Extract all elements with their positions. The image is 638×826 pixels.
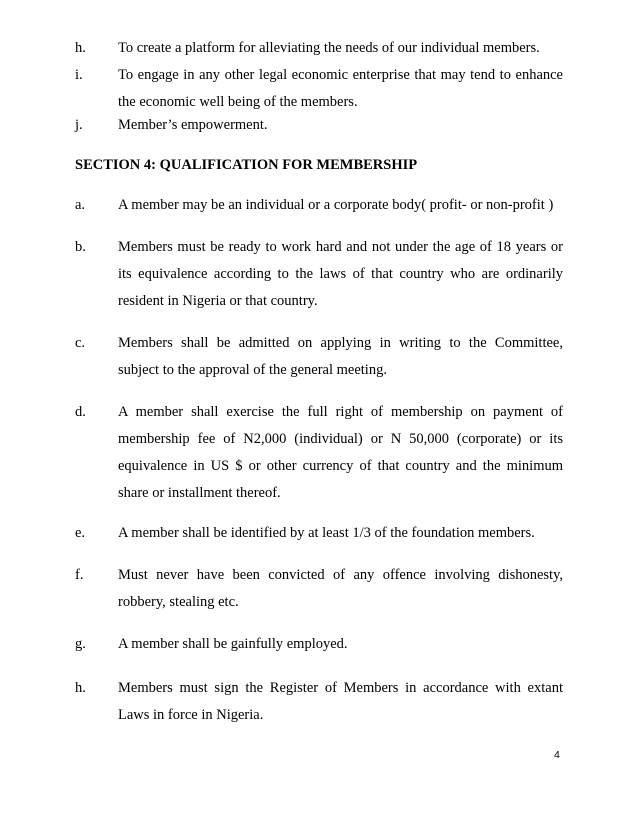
item-label: b.: [75, 239, 86, 255]
item-text-line: A member shall exercise the full right of membership on payment of: [118, 404, 563, 420]
item-text-line: robbery, stealing etc.: [118, 594, 239, 610]
item-text-line: Members shall be admitted on applying in writing to the Committee,: [118, 335, 563, 351]
item-label: h.: [75, 680, 86, 696]
item-text-line: Laws in force in Nigeria.: [118, 707, 264, 723]
item-text-line: A member shall be gainfully employed.: [118, 636, 348, 652]
item-text-line: membership fee of N2,000 (individual) or N 50,000 (corporate) or its: [118, 431, 563, 447]
item-text-line: equivalence in US $ or other currency of that country and the minimum: [118, 458, 563, 474]
item-label: c.: [75, 335, 86, 351]
item-text-line: the economic well being of the members.: [118, 94, 358, 110]
item-label: g.: [75, 636, 86, 652]
page-number: 4: [554, 749, 560, 761]
item-label: a.: [75, 197, 86, 213]
item-text-line: A member may be an individual or a corporate body( profit- or non-profit ): [118, 197, 554, 213]
item-text-line: resident in Nigeria or that country.: [118, 293, 318, 309]
item-text-line: A member shall be identified by at least 1/3 of the foundation members.: [118, 525, 535, 541]
item-label: h.: [75, 40, 86, 56]
item-label: i.: [75, 67, 83, 83]
item-label: e.: [75, 525, 86, 541]
item-label: d.: [75, 404, 86, 420]
item-text-line: Members must sign the Register of Members in accordance with extant: [118, 680, 563, 696]
item-text-line: Must never have been convicted of any offence involving dishonesty,: [118, 567, 563, 583]
item-text-line: Members must be ready to work hard and not under the age of 18 years or: [118, 239, 563, 255]
item-label: f.: [75, 567, 84, 583]
item-text-line: To engage in any other legal economic enterprise that may tend to enhance: [118, 67, 563, 83]
item-label: j.: [75, 117, 83, 133]
item-text-line: To create a platform for alleviating the needs of our individual members.: [118, 40, 540, 56]
item-text-line: Member’s empowerment.: [118, 117, 268, 133]
item-text-line: its equivalence according to the laws of that country who are ordinarily: [118, 266, 563, 282]
item-text-line: share or installment thereof.: [118, 485, 281, 501]
item-text-line: subject to the approval of the general meeting.: [118, 362, 387, 378]
section-heading: SECTION 4: QUALIFICATION FOR MEMBERSHIP: [75, 157, 418, 173]
